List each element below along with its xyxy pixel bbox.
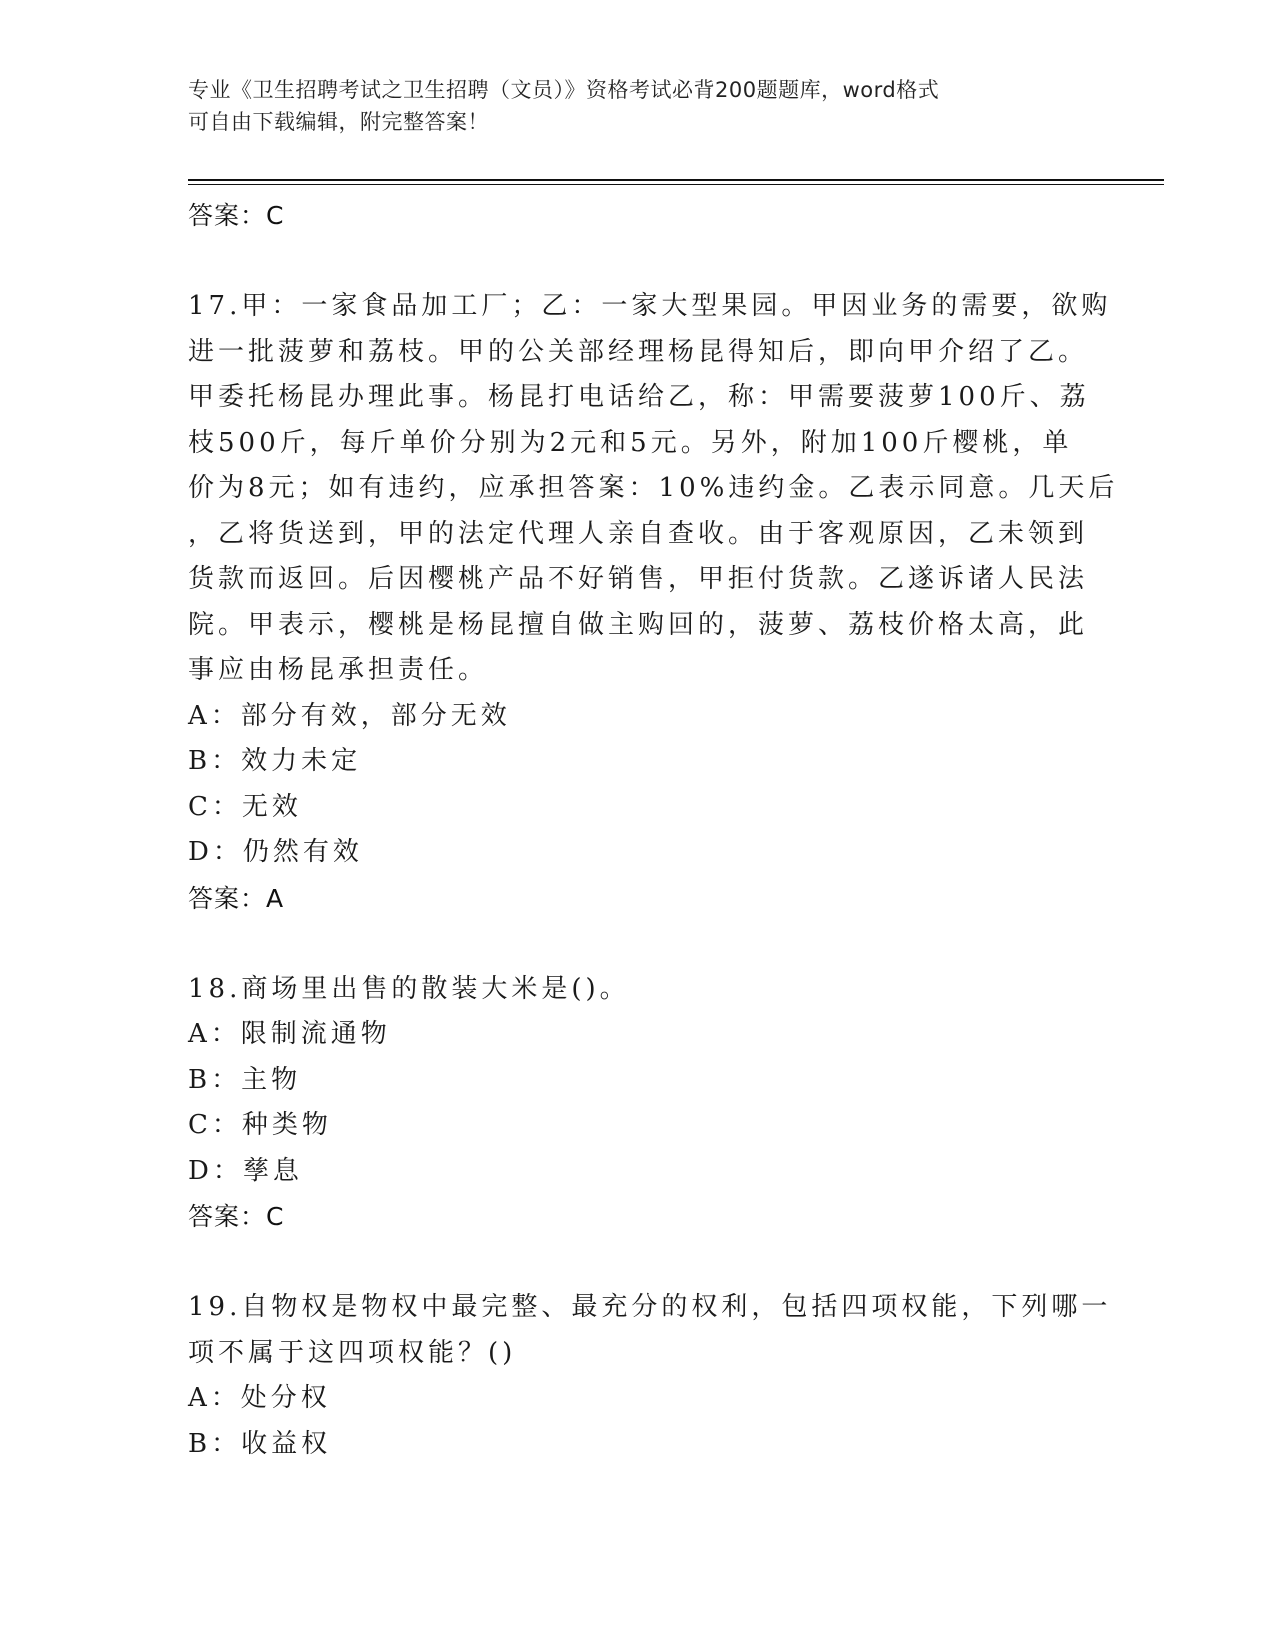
question-18 bbox=[188, 967, 1088, 1240]
option-a: A：部分有效，部分无效 bbox=[188, 700, 511, 731]
question-text-line: 甲委托杨昆办理此事。杨昆打电话给乙，称：甲需要菠萝100斤、荔 bbox=[188, 382, 1090, 412]
question-text-line: 事应由杨昆承担责任。 bbox=[188, 655, 489, 685]
spacer bbox=[188, 921, 1088, 967]
question-text-line: 货款而返回。后因樱桃产品不好销售，甲拒付货款。乙遂诉诸人民法 bbox=[188, 564, 1089, 594]
question-text-line: 枝500斤，每斤单价分别为2元和5元。另外，附加100斤樱桃，单 bbox=[188, 427, 1073, 458]
answer: 答案：A bbox=[188, 883, 285, 913]
spacer bbox=[188, 1240, 1088, 1286]
question-text-line: ，乙将货送到，甲的法定代理人亲自查收。由于客观原因，乙未领到 bbox=[188, 518, 1089, 549]
previous-answer: 答案：C bbox=[188, 201, 285, 230]
question-text-line: 价为8元；如有违约，应承担答案：10%违约金。乙表示同意。几天后 bbox=[188, 473, 1119, 503]
document-header bbox=[188, 74, 1088, 138]
header-line-2: 可自由下载编辑，附完整答案！ bbox=[188, 110, 489, 134]
option-b: B：效力未定 bbox=[188, 746, 362, 776]
document-body bbox=[188, 193, 1119, 1467]
question-text-line: 19.自物权是物权中最完整、最充分的权利，包括四项权能，下列哪一 bbox=[188, 1292, 1112, 1322]
answer: 答案：C bbox=[188, 1202, 285, 1231]
question-text-line: 进一批菠萝和荔枝。甲的公关部经理杨昆得知后，即向甲介绍了乙。 bbox=[188, 336, 1089, 367]
question-text-line: 17.甲：一家食品加工厂；乙：一家大型果园。甲因业务的需要，欲购 bbox=[188, 291, 1112, 321]
question-17 bbox=[188, 284, 1119, 921]
header-rule-thin bbox=[188, 184, 1164, 185]
option-c: C：种类物 bbox=[188, 1110, 332, 1140]
header-rule-thick bbox=[188, 179, 1164, 181]
header-line-1: 专业《卫生招聘考试之卫生招聘（文员）》资格考试必背200题题库，word格式 bbox=[188, 78, 940, 102]
option-a: A：处分权 bbox=[188, 1383, 331, 1413]
option-c: C：无效 bbox=[188, 791, 302, 822]
option-b: B：收益权 bbox=[188, 1428, 332, 1459]
question-19 bbox=[188, 1285, 1112, 1467]
spacer bbox=[188, 239, 1088, 285]
option-d: D：仍然有效 bbox=[188, 837, 363, 867]
question-text-line: 项不属于这四项权能？() bbox=[188, 1337, 517, 1368]
option-a: A：限制流通物 bbox=[188, 1019, 391, 1049]
option-d: D：孳息 bbox=[188, 1155, 303, 1186]
question-text-line: 院。甲表示，樱桃是杨昆擅自做主购回的，菠萝、荔枝价格太高，此 bbox=[188, 609, 1089, 640]
question-text-line: 18.商场里出售的散装大米是()。 bbox=[188, 973, 630, 1004]
option-b: B：主物 bbox=[188, 1064, 302, 1095]
